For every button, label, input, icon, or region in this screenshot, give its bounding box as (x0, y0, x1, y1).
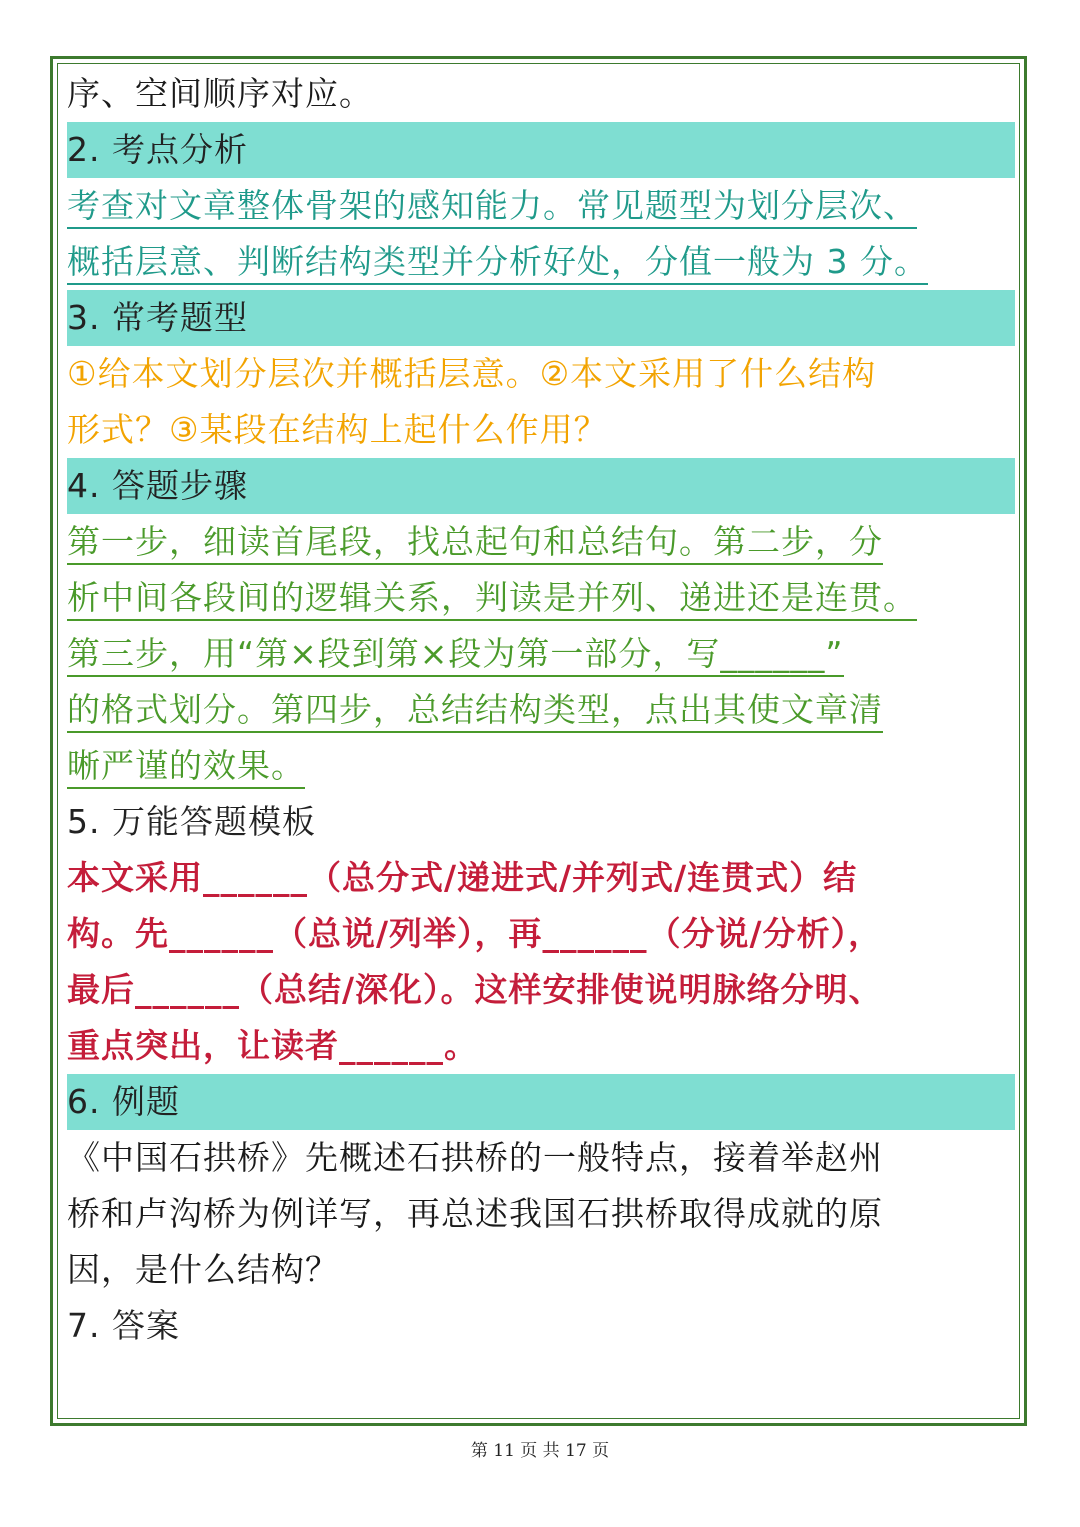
template-line: 本文采用______（总分式/递进式/并列式/连贯式）结 (67, 858, 858, 897)
steps-line: 的格式划分。第四步，总结结构类型，点出其使文章清 (67, 682, 1015, 738)
section-heading-answer: 7. 答案 (67, 1306, 180, 1345)
document-content (67, 66, 1015, 1354)
question-types-line: 形式？③某段在结构上起什么作用？ (67, 410, 608, 449)
template-line: 构。先______（总说/列举），再______（分说/分析）， (67, 914, 883, 953)
template-line: 重点突出，让读者______。 (67, 1026, 478, 1065)
steps-line: 析中间各段间的逻辑关系，判读是并列、递进还是连贯。 (67, 570, 1015, 626)
section-heading-template: 5. 万能答题模板 (67, 802, 316, 841)
steps-line: 晰严谨的效果。 (67, 738, 1015, 794)
analysis-text-line: 概括层意、判断结构类型并分析好处，分值一般为 3 分。 (67, 234, 1015, 290)
example-line: 因，是什么结构？ (67, 1250, 339, 1289)
example-line: 《中国石拱桥》先概述石拱桥的一般特点，接着举赵州 (67, 1138, 883, 1177)
question-types-line: ①给本文划分层次并概括层意。②本文采用了什么结构 (67, 354, 877, 393)
section-heading-question-types: 3. 常考题型 (67, 290, 1015, 346)
example-line: 桥和卢沟桥为例详写，再总述我国石拱桥取得成就的原 (67, 1194, 883, 1233)
template-line: 最后______（总结/深化）。这样安排使说明脉络分明、 (67, 970, 883, 1009)
section-heading-steps: 4. 答题步骤 (67, 458, 1015, 514)
steps-line: 第三步，用“第×段到第×段为第一部分，写______” (67, 626, 1015, 682)
steps-line: 第一步，细读首尾段，找总起句和总结句。第二步，分 (67, 514, 1015, 570)
section-heading-example: 6. 例题 (67, 1074, 1015, 1130)
analysis-text-line: 考查对文章整体骨架的感知能力。常见题型为划分层次、 (67, 178, 1015, 234)
page-number-footer: 第 11 页 共 17 页 (470, 1441, 610, 1461)
section-heading-analysis: 2. 考点分析 (67, 122, 1015, 178)
continued-text: 序、空间顺序对应。 (67, 74, 373, 113)
